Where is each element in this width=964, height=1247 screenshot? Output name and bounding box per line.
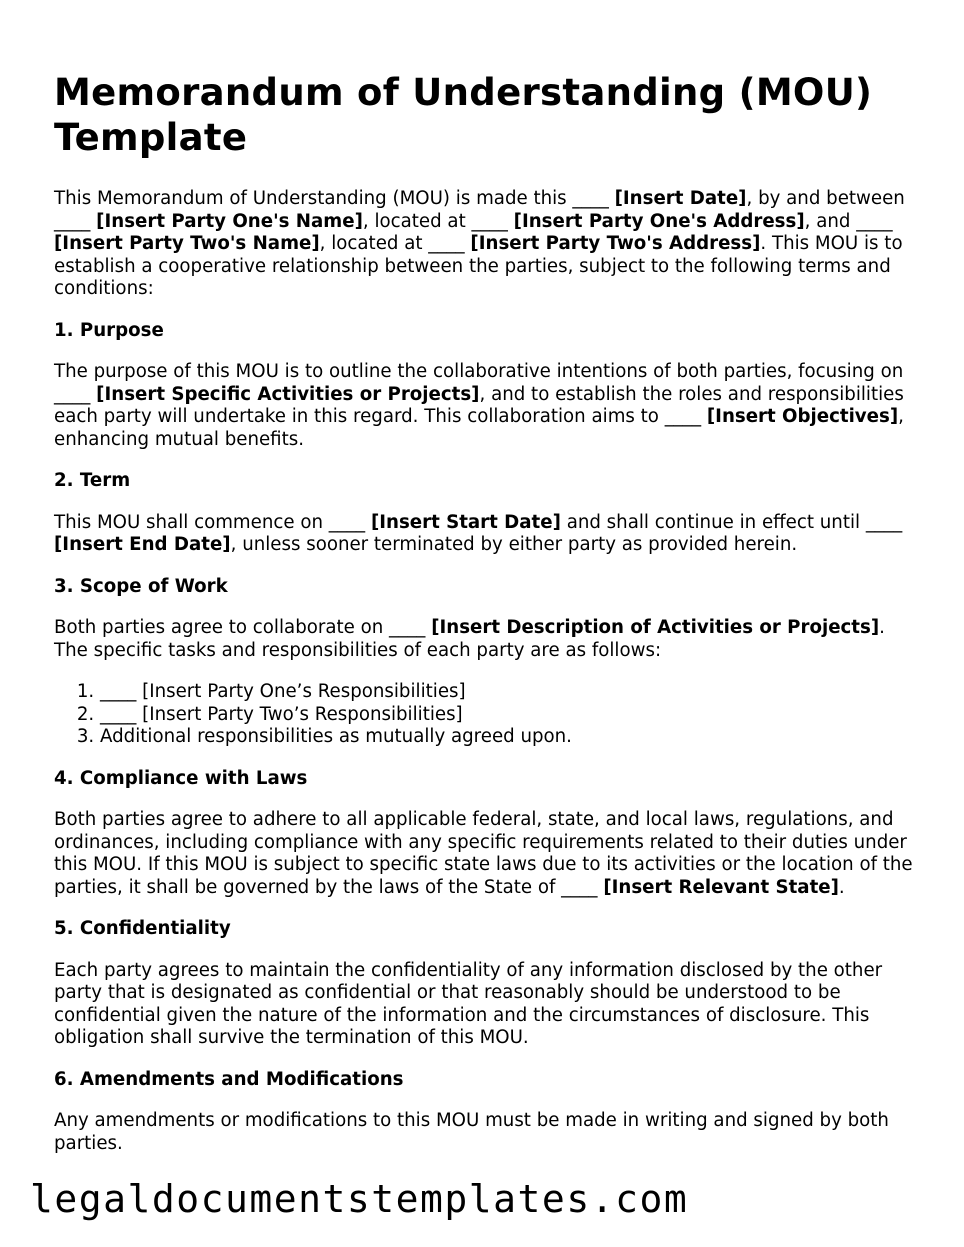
responsibilities-list [54,681,914,749]
intro-text-1: This Memorandum of Understanding (MOU) is made this ____ [54,188,615,209]
footer-watermark: legaldocumentstemplates.com [30,1177,689,1221]
term-text-2: and shall continue in effect until ____ [560,511,903,533]
placeholder-party-one-address: [Insert Party One's Address] [513,210,805,232]
term-text-1: This MOU shall commence on ____ [54,511,371,533]
placeholder-party-two-name: [Insert Party Two's Name] [54,233,320,254]
placeholder-end-date: [Insert End Date] [54,534,231,555]
intro-paragraph [54,188,914,301]
purpose-text-1: The purpose of this MOU is to outline the collaborative intentions of both parties, focusing on ____ [54,361,904,405]
compliance-paragraph [54,809,914,899]
placeholder-date: [Insert Date] [614,188,747,209]
scope-paragraph [54,617,914,662]
scope-text-1: Both parties agree to collaborate on ____ [54,617,432,638]
amendments-paragraph: Any amendments or modifications to this MOU must be made in writing and signed by both parties. [54,1110,889,1154]
placeholder-start-date: [Insert Start Date] [370,511,561,533]
list-item: 1. ____ [Insert Party One’s Responsibilities] [100,681,914,704]
placeholder-party-two-address: [Insert Party Two's Address] [470,233,761,254]
intro-text-5: , located at ____ [319,233,471,254]
list-item: 2. ____ [Insert Party Two’s Responsibilities] [100,704,914,727]
compliance-text-2: . [838,876,845,898]
placeholder-description: [Insert Description of Activities or Projects] [431,617,880,638]
placeholder-objectives: [Insert Objectives] [706,406,899,427]
intro-text-2: , by and between ____ [54,188,905,232]
section-heading-amendments: 6. Amendments and Modifications [54,1068,404,1090]
section-heading-confidentiality: 5. Confidentiality [54,918,231,939]
section-heading-term: 2. Term [54,470,131,491]
purpose-text-3: , enhancing mutual benefits. [54,406,904,450]
confidentiality-paragraph: Each party agrees to maintain the confidentiality of any information disclosed by the other party that is designated as confidential or that reasonably should be understood to be confidential given the nature of the information and the circumstances of disclosure. This obligation shall survive the termination of this MOU. [54,959,883,1048]
term-text-3: , unless sooner terminated by either party as provided herein. [230,534,798,555]
term-paragraph [54,512,914,557]
placeholder-state: [Insert Relevant State] [603,876,839,898]
document-body [54,70,914,1174]
compliance-text-1: Both parties agree to adhere to all applicable federal, state, and local laws, regulations, and ordinances, including compliance with any specific requirements related to their duties under this MOU. If this MOU is subject to specific state laws due to its activities or the location of the parties, it shall be governed by the laws of the State of ____ [54,809,913,898]
intro-text-6: . This MOU is to establish a cooperative relationship between the parties, subject to the following terms and conditions: [54,233,903,299]
page-title: Memorandum of Understanding (MOU) Template [54,71,873,159]
placeholder-activities: [Insert Specific Activities or Projects] [96,383,480,405]
purpose-text-2: , and to establish the roles and responsibilities each party will undertake in this regard. This collaboration aims to ____ [54,383,904,427]
purpose-paragraph [54,361,914,451]
list-item: 3. Additional responsibilities as mutually agreed upon. [100,726,914,749]
placeholder-party-one-name: [Insert Party One's Name] [96,210,363,232]
scope-text-2: . The specific tasks and responsibilities of each party are as follows: [54,617,885,661]
section-heading-purpose: 1. Purpose [54,319,164,341]
section-heading-compliance: 4. Compliance with Laws [54,767,308,789]
intro-text-4: , and ____ [804,210,893,232]
intro-text-3: , located at ____ [362,210,514,232]
section-heading-scope: 3. Scope of Work [54,575,228,597]
